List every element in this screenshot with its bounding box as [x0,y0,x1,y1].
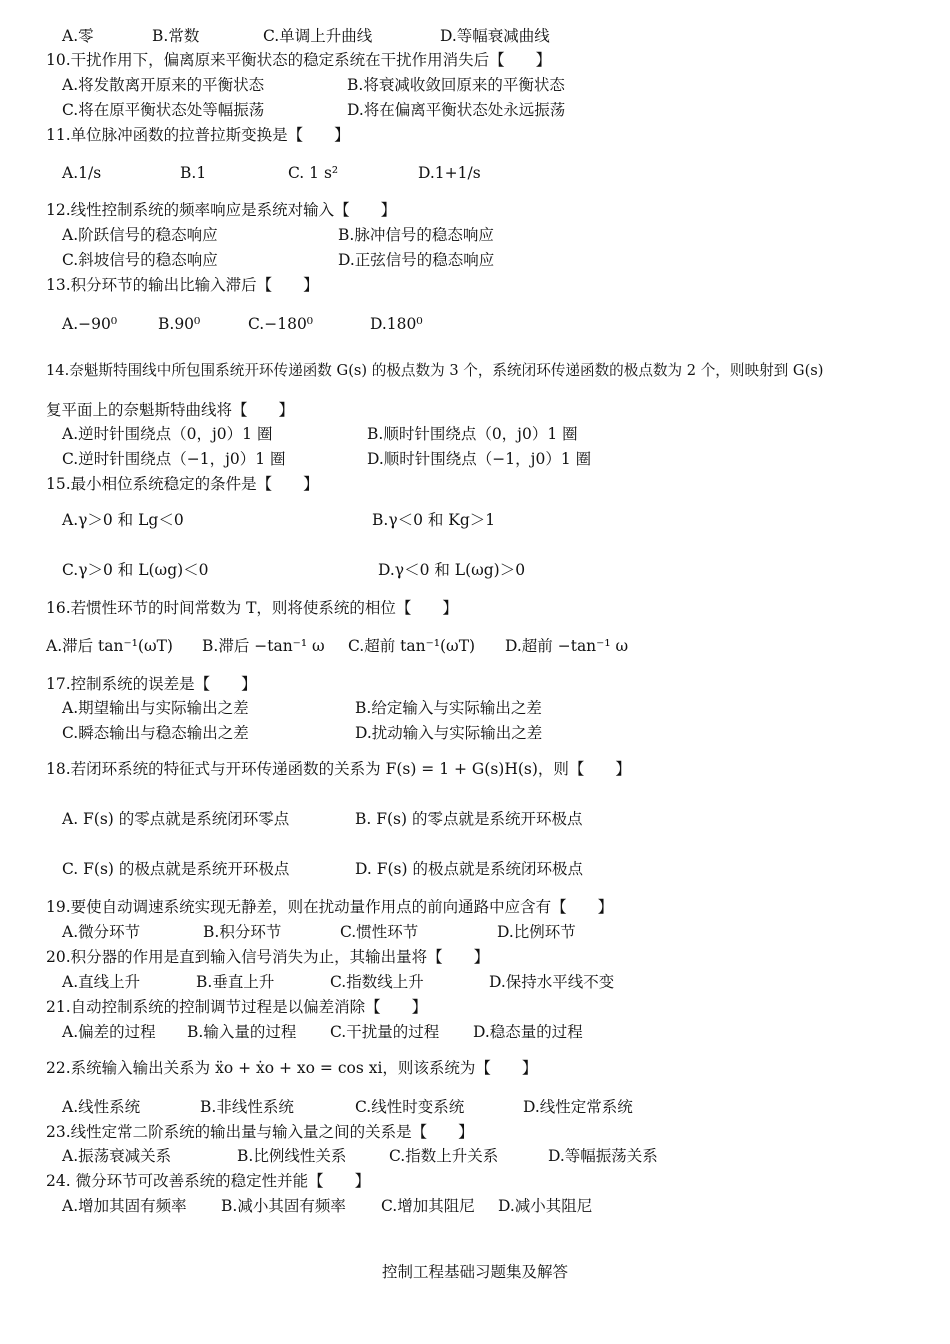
option-a: A.偏差的过程 [62,1023,156,1041]
option-d: D.比例环节 [497,923,576,941]
question-stem: 20.积分器的作用是直到输入信号消失为止，其输出量将【 】 [46,948,490,966]
option-c: C.指数上升关系 [389,1147,499,1165]
option-b: B.垂直上升 [196,973,275,991]
question-stem: 12.线性控制系统的频率响应是系统对输入【 】 [46,201,397,219]
option-c: C.指数线上升 [330,973,424,991]
question-stem: 13.积分环节的输出比输入滞后【 】 [46,276,319,294]
question-stem: 11.单位脉冲函数的拉普拉斯变换是【 】 [46,126,350,144]
question-stem-continued: 复平面上的奈魁斯特曲线将【 】 [46,401,295,419]
option-c: C.斜坡信号的稳态响应 [62,251,218,269]
option-d: D.扰动输入与实际输出之差 [355,724,543,742]
question-stem: 14.奈魁斯特围线中所包围系统开环传递函数 G(s) 的极点数为 3 个，系统闭环传递函数的极点数为 2 个，则映射到 G(s) [46,362,824,379]
option-a: A.线性系统 [62,1098,141,1116]
option-b: B.减小其固有频率 [221,1197,346,1215]
option-b: B.1 [180,164,207,182]
option-d: D.γ＜0 和 L(ωg)＞0 [378,561,526,579]
option-c: C.惯性环节 [340,923,419,941]
page-footer: 控制工程基础习题集及解答 [381,1263,568,1281]
option-c: C.将在原平衡状态处等幅振荡 [62,101,265,119]
question-stem: 15.最小相位系统稳定的条件是【 】 [46,475,319,493]
option-c: C.线性时变系统 [355,1098,465,1116]
option-c: C.瞬态输出与稳态输出之差 [62,724,249,742]
option-b: B.常数 [152,27,200,45]
option-b: B.γ＜0 和 Kg＞1 [372,511,496,529]
option-b: B.积分环节 [203,923,282,941]
option-c: C. 1 s² [288,164,339,182]
option-c: C.逆时针围绕点（−1，j0）1 圈 [62,450,286,468]
option-d: D.等幅衰减曲线 [440,27,550,45]
option-b: B.滞后 −tan⁻¹ ω [202,637,325,655]
option-a: A.期望输出与实际输出之差 [62,699,249,717]
option-b: B.顺时针围绕点（0，j0）1 圈 [367,425,578,443]
option-d: D.线性定常系统 [523,1098,633,1116]
option-a: A. F(s) 的零点就是系统闭环零点 [62,810,290,828]
option-b: B.非线性系统 [200,1098,294,1116]
question-stem: 18.若闭环系统的特征式与开环传递函数的关系为 F(s) = 1 + G(s)H(s)，则【 】 [46,760,631,778]
option-c: C.单调上升曲线 [263,27,373,45]
option-a: A.1/s [62,164,102,182]
option-d: D.超前 −tan⁻¹ ω [505,637,629,655]
option-a: A.微分环节 [62,923,141,941]
option-d: D.等幅振荡关系 [548,1147,658,1165]
question-stem: 19.要使自动调速系统实现无静差，则在扰动量作用点的前向通路中应含有【 】 [46,898,614,916]
option-a: A.逆时针围绕点（0，j0）1 圈 [62,425,273,443]
option-a: A.零 [62,27,94,45]
option-c: C.−180⁰ [248,315,314,333]
option-b: B. F(s) 的零点就是系统开环极点 [355,810,583,828]
option-c: C.γ＞0 和 L(ωg)＜0 [62,561,209,579]
option-b: B.90⁰ [158,315,201,333]
option-a: A.−90⁰ [62,315,118,333]
option-a: A.γ＞0 和 Lg＜0 [62,511,184,529]
question-stem: 23.线性定常二阶系统的输出量与输入量之间的关系是【 】 [46,1123,474,1141]
option-d: D.稳态量的过程 [473,1023,583,1041]
option-a: A.阶跃信号的稳态响应 [62,226,218,244]
option-c: C.干扰量的过程 [330,1023,440,1041]
option-d: D.将在偏离平衡状态处永远振荡 [347,101,566,119]
option-b: B.给定输入与实际输出之差 [355,699,542,717]
option-c: C.超前 tan⁻¹(ωT) [348,637,476,655]
question-stem: 21.自动控制系统的控制调节过程是以偏差消除【 】 [46,998,428,1016]
option-d: D.180⁰ [370,315,423,333]
option-a: A.增加其固有频率 [62,1197,187,1215]
option-b: B.将衰减收敛回原来的平衡状态 [347,76,565,94]
option-d: D.顺时针围绕点（−1，j0）1 圈 [367,450,592,468]
option-a: A.振荡衰减关系 [62,1147,172,1165]
option-b: B.脉冲信号的稳态响应 [338,226,494,244]
option-c: C. F(s) 的极点就是系统开环极点 [62,860,290,878]
option-a: A.直线上升 [62,973,141,991]
question-stem: 22.系统输入输出关系为 ẍo + ẋo + xo = cos xi，则该系统为【 】 [46,1059,538,1077]
question-stem: 24. 微分环节可改善系统的稳定性并能【 】 [46,1172,371,1190]
question-stem: 16.若惯性环节的时间常数为 T，则将使系统的相位【 】 [46,599,458,617]
option-b: B.输入量的过程 [187,1023,297,1041]
option-d: D.正弦信号的稳态响应 [338,251,495,269]
option-d: D.减小其阻尼 [498,1197,593,1215]
question-stem: 17.控制系统的误差是【 】 [46,675,257,693]
question-stem: 10.干扰作用下，偏离原来平衡状态的稳定系统在干扰作用消失后【 】 [46,51,552,69]
option-c: C.增加其阻尼 [381,1197,475,1215]
option-d: D.1+1/s [418,164,481,182]
option-d: D.保持水平线不变 [489,973,615,991]
option-a: A.滞后 tan⁻¹(ωT) [46,637,173,655]
option-a: A.将发散离开原来的平衡状态 [62,76,265,94]
option-b: B.比例线性关系 [237,1147,347,1165]
option-d: D. F(s) 的极点就是系统闭环极点 [355,860,583,878]
